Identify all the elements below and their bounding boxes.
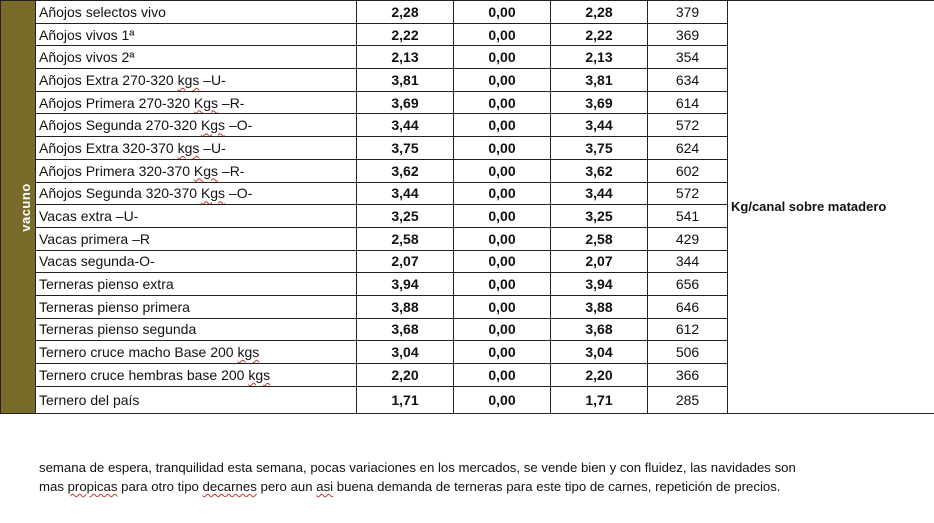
product-name-cell: Añojos Segunda 320-370 Kgs –O- bbox=[36, 182, 357, 205]
product-name-cell: Ternero cruce macho Base 200 kgs bbox=[36, 341, 357, 364]
value-cell: 344 bbox=[648, 250, 728, 273]
new-price-cell: 3,81 bbox=[551, 69, 648, 92]
product-name-cell: Añojos Primera 320-370 Kgs –R- bbox=[36, 159, 357, 182]
comment-line-2: mas propicas para otro tipo decarnes pero aun asi buena demanda de terneras para este tipo de carnes, repetición de precios. bbox=[39, 479, 781, 494]
change-cell: 0,00 bbox=[454, 205, 551, 228]
spellcheck-mark: decarnes bbox=[202, 479, 257, 494]
product-name-cell: Añojos selectos vivo bbox=[36, 1, 357, 24]
value-cell: 646 bbox=[648, 295, 728, 318]
spellcheck-mark: Kgs bbox=[200, 117, 226, 134]
new-price-cell: 3,25 bbox=[551, 205, 648, 228]
price-cell: 3,69 bbox=[357, 91, 454, 114]
change-cell: 0,00 bbox=[454, 91, 551, 114]
price-cell: 3,81 bbox=[357, 69, 454, 92]
change-cell: 0,00 bbox=[454, 273, 551, 296]
price-cell: 3,88 bbox=[357, 295, 454, 318]
product-name-cell: Ternero del país bbox=[36, 386, 357, 413]
spellcheck-mark: asi bbox=[316, 479, 334, 494]
spellcheck-mark: kgs bbox=[248, 366, 271, 383]
change-cell: 0,00 bbox=[454, 114, 551, 137]
change-cell: 0,00 bbox=[454, 227, 551, 250]
value-cell: 572 bbox=[648, 114, 728, 137]
change-cell: 0,00 bbox=[454, 137, 551, 160]
value-cell: 656 bbox=[648, 273, 728, 296]
value-cell: 612 bbox=[648, 318, 728, 341]
change-cell: 0,00 bbox=[454, 1, 551, 24]
price-cell: 3,04 bbox=[357, 341, 454, 364]
new-price-cell: 3,04 bbox=[551, 341, 648, 364]
unit-note-cell: Kg/canal sobre matadero bbox=[728, 1, 934, 414]
price-cell: 3,75 bbox=[357, 137, 454, 160]
product-name-cell: Terneras pienso extra bbox=[36, 273, 357, 296]
price-cell: 3,44 bbox=[357, 182, 454, 205]
product-name-cell: Terneras pienso primera bbox=[36, 295, 357, 318]
new-price-cell: 3,62 bbox=[551, 159, 648, 182]
change-cell: 0,00 bbox=[454, 46, 551, 69]
product-name-cell: Terneras pienso segunda bbox=[36, 318, 357, 341]
category-label: vacuno bbox=[17, 183, 33, 232]
change-cell: 0,00 bbox=[454, 318, 551, 341]
price-cell: 3,68 bbox=[357, 318, 454, 341]
new-price-cell: 3,88 bbox=[551, 295, 648, 318]
product-name-cell: Añojos Extra 270-320 kgs –U- bbox=[36, 69, 357, 92]
change-cell: 0,00 bbox=[454, 159, 551, 182]
new-price-cell: 1,71 bbox=[551, 386, 648, 413]
value-cell: 572 bbox=[648, 182, 728, 205]
value-cell: 602 bbox=[648, 159, 728, 182]
spellcheck-mark: Kgs bbox=[193, 162, 219, 179]
new-price-cell: 2,28 bbox=[551, 1, 648, 24]
new-price-cell: 2,07 bbox=[551, 250, 648, 273]
price-cell: 1,71 bbox=[357, 386, 454, 413]
value-cell: 366 bbox=[648, 364, 728, 387]
new-price-cell: 3,75 bbox=[551, 137, 648, 160]
value-cell: 614 bbox=[648, 91, 728, 114]
value-cell: 285 bbox=[648, 386, 728, 413]
product-name-cell: Ternero cruce hembras base 200 kgs bbox=[36, 364, 357, 387]
change-cell: 0,00 bbox=[454, 250, 551, 273]
product-name-cell: Añojos Primera 270-320 Kgs –R- bbox=[36, 91, 357, 114]
value-cell: 379 bbox=[648, 1, 728, 24]
spellcheck-mark: kgs bbox=[177, 139, 200, 156]
value-cell: 541 bbox=[648, 205, 728, 228]
change-cell: 0,00 bbox=[454, 182, 551, 205]
comment-line-1: semana de espera, tranquilidad esta semana, pocas variaciones en los mercados, se vende bien y con fluidez, las navidades son bbox=[39, 460, 796, 475]
price-cell: 2,28 bbox=[357, 1, 454, 24]
value-cell: 634 bbox=[648, 69, 728, 92]
product-name-cell: Añojos vivos 2ª bbox=[36, 46, 357, 69]
table-row bbox=[1, 1, 934, 24]
new-price-cell: 3,44 bbox=[551, 182, 648, 205]
price-cell: 2,20 bbox=[357, 364, 454, 387]
product-name-cell: Añojos vivos 1ª bbox=[36, 23, 357, 46]
change-cell: 0,00 bbox=[454, 295, 551, 318]
new-price-cell: 2,58 bbox=[551, 227, 648, 250]
value-cell: 369 bbox=[648, 23, 728, 46]
spellcheck-mark: Kgs bbox=[200, 185, 226, 202]
change-cell: 0,00 bbox=[454, 69, 551, 92]
price-cell: 2,58 bbox=[357, 227, 454, 250]
new-price-cell: 3,68 bbox=[551, 318, 648, 341]
price-cell: 3,94 bbox=[357, 273, 454, 296]
value-cell: 506 bbox=[648, 341, 728, 364]
product-name-cell: Vacas primera –R bbox=[36, 227, 357, 250]
change-cell: 0,00 bbox=[454, 341, 551, 364]
new-price-cell: 2,13 bbox=[551, 46, 648, 69]
price-cell: 3,44 bbox=[357, 114, 454, 137]
new-price-cell: 3,44 bbox=[551, 114, 648, 137]
value-cell: 354 bbox=[648, 46, 728, 69]
spellcheck-mark: propicas bbox=[67, 479, 118, 494]
change-cell: 0,00 bbox=[454, 386, 551, 413]
price-cell: 2,13 bbox=[357, 46, 454, 69]
product-name-cell: Añojos Extra 320-370 kgs –U- bbox=[36, 137, 357, 160]
product-name-cell: Vacas extra –U- bbox=[36, 205, 357, 228]
category-cell bbox=[1, 1, 36, 414]
new-price-cell: 3,94 bbox=[551, 273, 648, 296]
price-cell: 3,25 bbox=[357, 205, 454, 228]
price-cell: 2,07 bbox=[357, 250, 454, 273]
new-price-cell: 3,69 bbox=[551, 91, 648, 114]
value-cell: 624 bbox=[648, 137, 728, 160]
price-cell: 2,22 bbox=[357, 23, 454, 46]
price-table-body bbox=[1, 1, 934, 414]
price-cell: 3,62 bbox=[357, 159, 454, 182]
spellcheck-mark: kgs bbox=[177, 71, 200, 88]
new-price-cell: 2,20 bbox=[551, 364, 648, 387]
product-name-cell: Añojos Segunda 270-320 Kgs –O- bbox=[36, 114, 357, 137]
change-cell: 0,00 bbox=[454, 364, 551, 387]
change-cell: 0,00 bbox=[454, 23, 551, 46]
product-name-cell: Vacas segunda-O- bbox=[36, 250, 357, 273]
value-cell: 429 bbox=[648, 227, 728, 250]
market-comment bbox=[39, 458, 919, 496]
spellcheck-mark: Kgs bbox=[193, 94, 219, 111]
new-price-cell: 2,22 bbox=[551, 23, 648, 46]
spellcheck-mark: kgs bbox=[237, 344, 260, 361]
